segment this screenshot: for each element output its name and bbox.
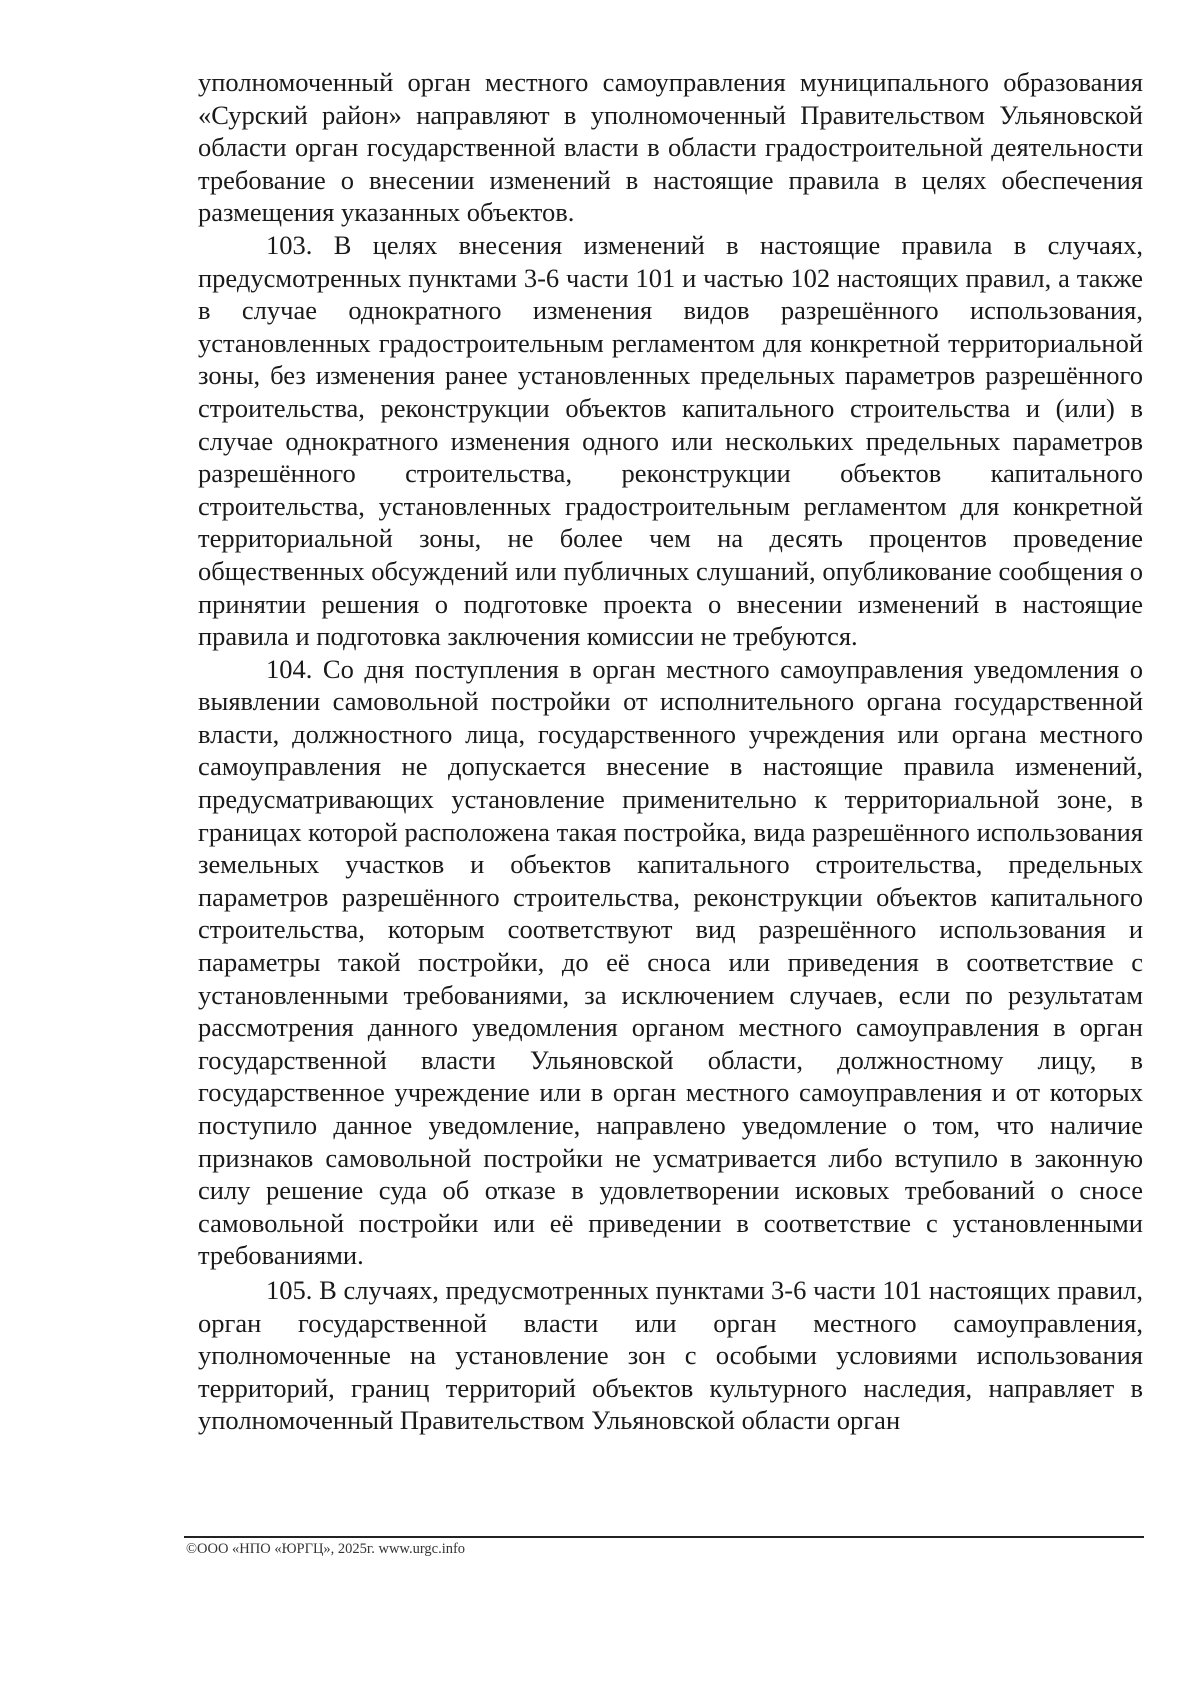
paragraph-continuation: уполномоченный орган местного самоуправления муниципального образования «Сурский район» направляют в уполномоченный Правительством Ульяновской области орган государственной власти в области градостроительной деятельности требование о внесении изменений в настоящие правила в целях обеспечения размещения указанных объектов. (198, 67, 1143, 228)
document-body (198, 66, 1143, 1437)
paragraph-item-104: 104. Со дня поступления в орган местного самоуправления уведомления о выявлении самовольной постройки от исполнительного органа государственной власти, должностного лица, государственного учреждения или органа местного самоуправления не допускается внесение в настоящие правила изменений, предусматривающих установление применительно к территориальной зоне, в границах которой расположена такая постройка, вида разрешённого использования земельных участков и объектов капитального строительства, предельных параметров разрешённого строительства, реконструкции объектов капитального строительства, которым соответствуют вид разрешённого использования и параметры такой постройки, до её сноса или приведения в соответствие с установленными требованиями, за исключением случаев, если по результатам рассмотрения данного уведомления органом местного самоуправления в орган государственной власти Ульяновской области, должностному лицу, в государственное учреждение или в орган местного самоуправления и от которых поступило данное уведомление, направлено уведомление о том, что наличие признаков самовольной постройки не усматривается либо вступило в законную силу решение суда об отказе в удовлетворении исковых требований о сносе самовольной постройки или её приведении в соответствие с установленными требованиями. (198, 653, 1143, 1271)
paragraph-item-103: 103. В целях внесения изменений в настоящие правила в случаях, предусмотренных пунктами 3-6 части 101 и частью 102 настоящих правил, а также в случае однократного изменения видов разрешённого использования, установленных градостроительным регламентом для конкретной территориальной зоны, без изменения ранее установленных предельных параметров разрешённого строительства, реконструкции объектов капитального строительства и (или) в случае однократного изменения одного или нескольких предельных параметров разрешённого строительства, реконструкции объектов капитального строительства, установленных градостроительным регламентом для конкретной территориальной зоны, не более чем на десять процентов проведение общественных обсуждений или публичных слушаний, опубликование сообщения о принятии решения о подготовке проекта о внесении изменений в настоящие правила и подготовка заключения комиссии не требуются. (198, 229, 1143, 652)
footer-copyright: ©ООО «НПО «ЮРГЦ», 2025г. www.urgc.info (186, 1541, 466, 1557)
paragraph-item-105: 105. В случаях, предусмотренных пунктами 3-6 части 101 настоящих правил, орган государственной власти или орган местного самоуправления, уполномоченные на установление зон с особыми условиями использования территорий, границ территорий объектов культурного наследия, направляет в уполномоченный Правительством Ульяновской области орган (198, 1274, 1143, 1436)
footer-divider (184, 1536, 1144, 1538)
